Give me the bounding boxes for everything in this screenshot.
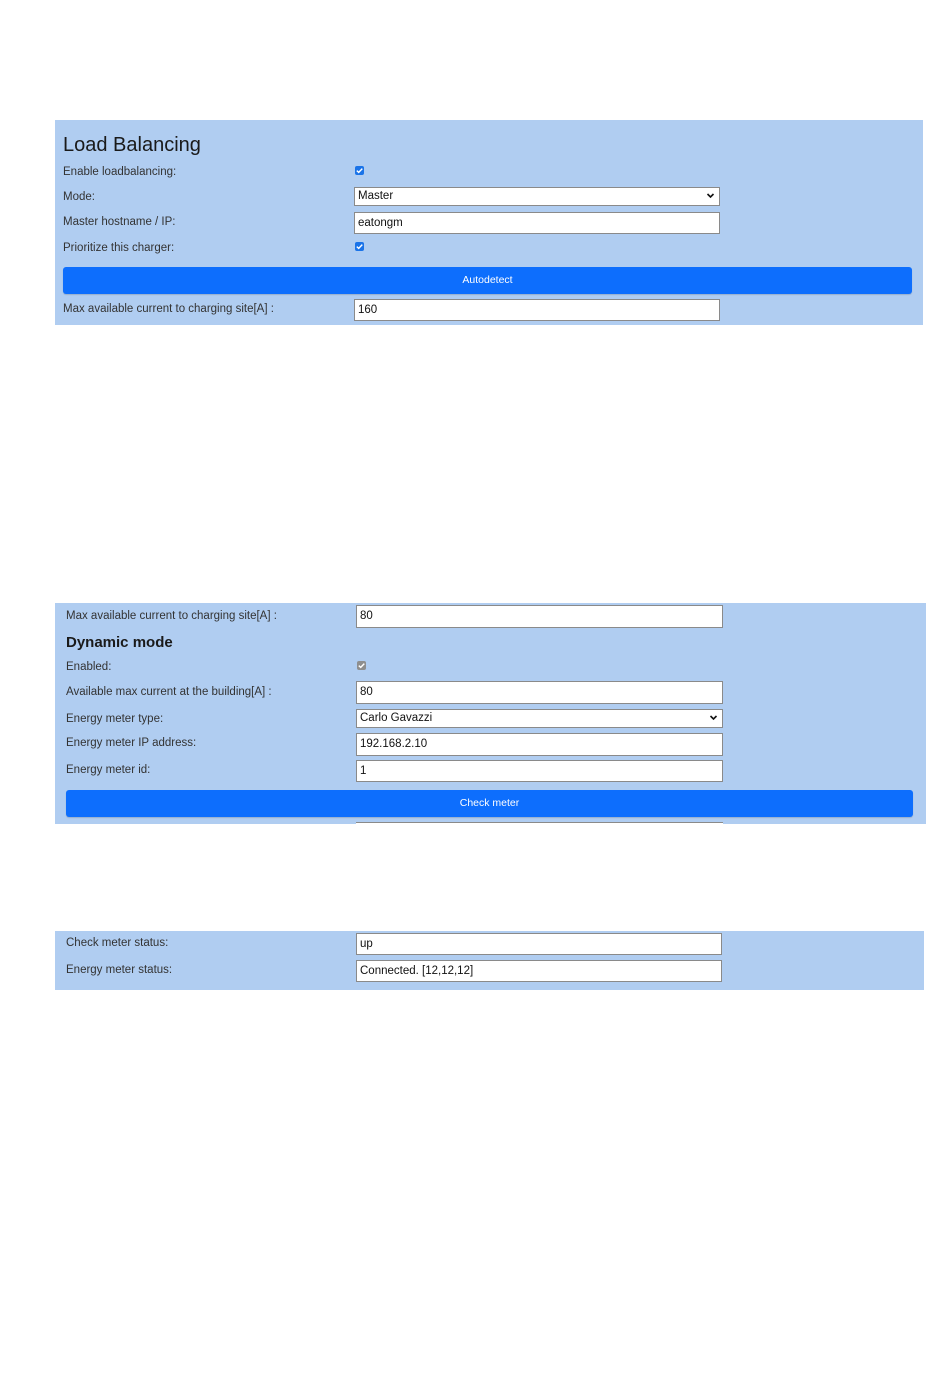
max-current-label: Max available current to charging site[A] : <box>63 303 274 315</box>
dynamic-enabled-checkbox[interactable] <box>357 661 366 670</box>
load-balancing-panel <box>55 120 923 325</box>
chevron-down-icon <box>708 712 719 723</box>
dynamic-enabled-label: Enabled: <box>66 661 112 673</box>
meter-id-input[interactable]: 1 <box>356 760 723 782</box>
meter-id-label: Energy meter id: <box>66 764 151 776</box>
check-meter-status-field[interactable]: up <box>356 933 722 955</box>
checkmark-icon <box>355 242 364 251</box>
master-hostname-label: Master hostname / IP: <box>63 216 176 228</box>
clipped-input-edge <box>356 822 723 824</box>
meter-type-select-value: Carlo Gavazzi <box>360 712 433 724</box>
prioritize-charger-checkbox[interactable] <box>355 242 364 251</box>
mode-select[interactable] <box>354 187 720 206</box>
check-meter-button[interactable]: Check meter <box>66 790 913 817</box>
meter-status-panel <box>55 931 924 990</box>
max-current-label: Max available current to charging site[A] : <box>66 610 277 622</box>
building-current-input[interactable]: 80 <box>356 681 723 704</box>
meter-type-select[interactable] <box>356 709 723 728</box>
max-current-input[interactable]: 160 <box>354 299 720 321</box>
dynamic-mode-title: Dynamic mode <box>66 634 173 651</box>
checkmark-icon <box>357 661 366 670</box>
meter-ip-input[interactable]: 192.168.2.10 <box>356 733 723 756</box>
enable-loadbalancing-label: Enable loadbalancing: <box>63 166 177 178</box>
energy-meter-status-label: Energy meter status: <box>66 964 173 976</box>
enable-loadbalancing-checkbox[interactable] <box>355 166 364 175</box>
chevron-down-icon <box>705 190 716 201</box>
load-balancing-title: Load Balancing <box>63 134 201 156</box>
check-meter-status-label: Check meter status: <box>66 937 169 949</box>
energy-meter-status-field[interactable]: Connected. [12,12,12] <box>356 960 722 982</box>
mode-select-value: Master <box>358 190 394 202</box>
max-current-input[interactable]: 80 <box>356 605 723 628</box>
prioritize-charger-label: Prioritize this charger: <box>63 242 175 254</box>
master-hostname-input[interactable]: eatongm <box>354 212 720 234</box>
meter-ip-label: Energy meter IP address: <box>66 737 197 749</box>
autodetect-button[interactable]: Autodetect <box>63 267 912 294</box>
mode-label: Mode: <box>63 191 95 203</box>
meter-type-label: Energy meter type: <box>66 713 164 725</box>
dynamic-mode-panel <box>55 603 926 824</box>
checkmark-icon <box>355 166 364 175</box>
building-current-label: Available max current at the building[A] : <box>66 686 272 698</box>
